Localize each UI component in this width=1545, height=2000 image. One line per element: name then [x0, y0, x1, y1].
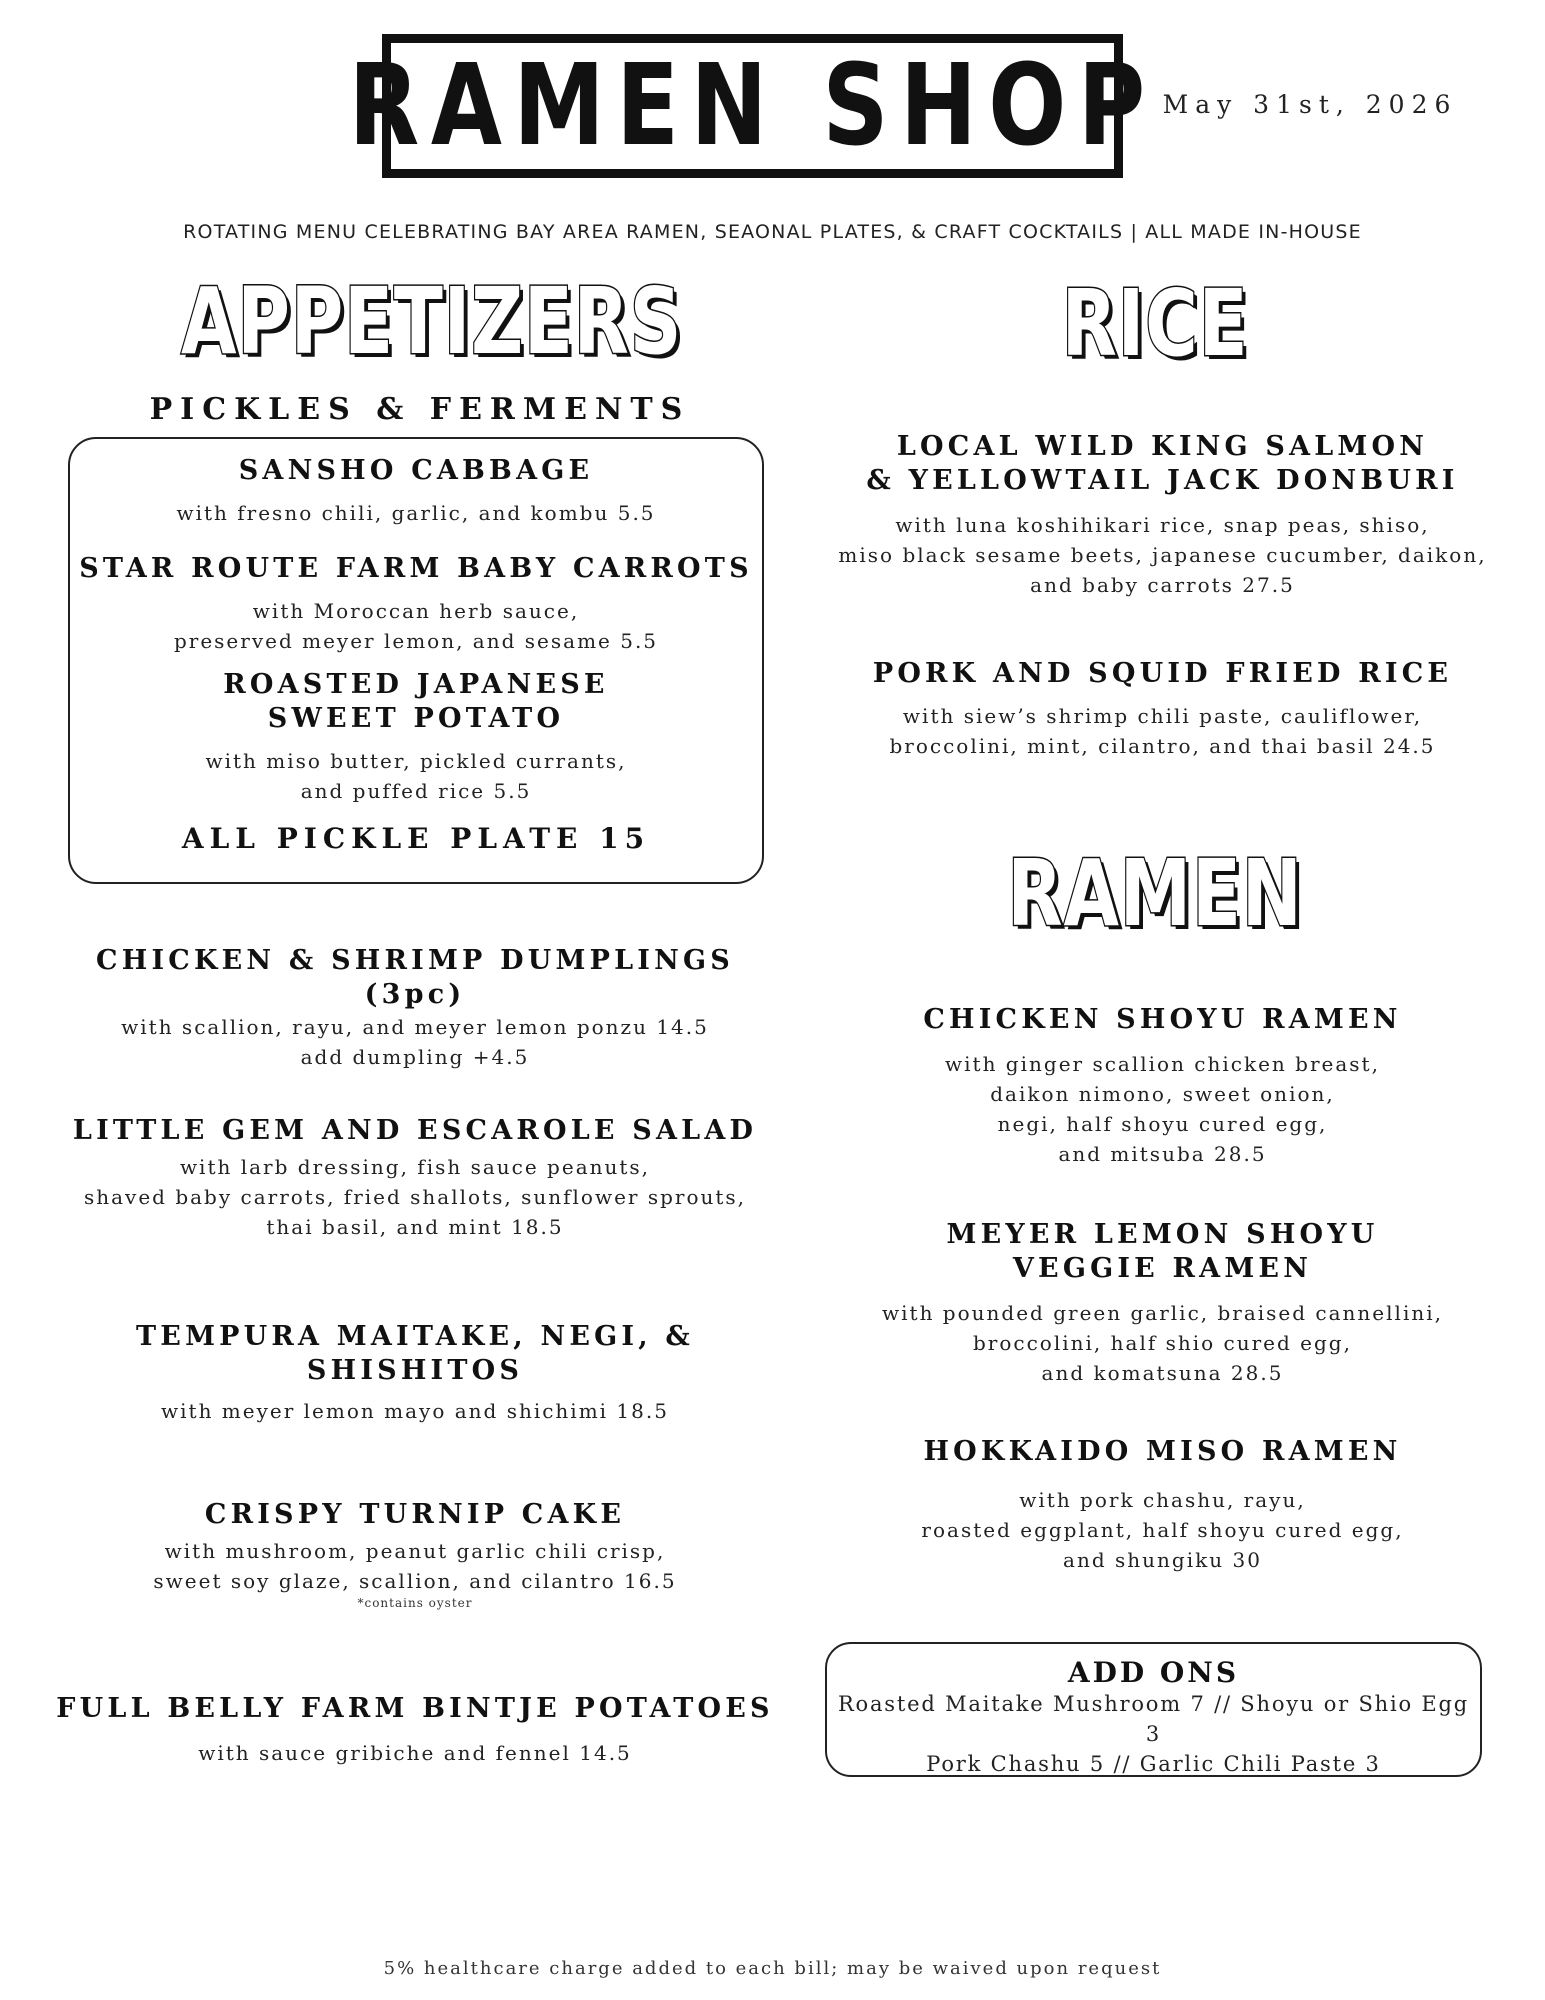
- item-desc: with pork chashu, rayu, roasted eggplant, half shoyu cured egg, and shungiku 30: [921, 1488, 1404, 1572]
- item-desc: with miso butter, pickled currants, and puffed rice 5.5: [205, 749, 627, 803]
- ramen-item-chicken-shoyu: [800, 1003, 1525, 1169]
- item-desc: with larb dressing, fish sauce peanuts, shaved baby carrots, fried shallots, sunflower sprouts, thai basil, and mint 18.5: [83, 1155, 747, 1239]
- item-desc: with fresno chili, garlic, and kombu 5.5: [176, 501, 656, 525]
- ramen-heading: RAMEN: [1007, 840, 1303, 947]
- rice-item-fried-rice: [800, 657, 1525, 761]
- item-desc: with mushroom, peanut garlic chili crisp, sweet soy glaze, scallion, and cilantro 16.5: [153, 1539, 677, 1593]
- ramen-item-hokkaido-miso: [800, 1435, 1525, 1575]
- rice-item-donburi: [800, 430, 1525, 600]
- item-name: ROASTED JAPANESE SWEET POTATO: [223, 669, 609, 734]
- appetizer-item-tempura: [40, 1320, 790, 1426]
- item-desc: with sauce gribiche and fennel 14.5: [198, 1741, 632, 1765]
- item-name: SANSHO CABBAGE: [238, 455, 594, 486]
- addons-box: [825, 1642, 1482, 1777]
- ramen-item-meyer-lemon-veggie: [800, 1218, 1525, 1388]
- appetizer-item-turnip-cake: [40, 1498, 790, 1610]
- logo: [348, 34, 1157, 178]
- item-name: PORK AND SQUID FRIED RICE: [872, 658, 1453, 689]
- item-name: CHICKEN SHOYU RAMEN: [923, 1004, 1402, 1035]
- pickle-item-baby-carrots: [68, 552, 764, 656]
- tagline: ROTATING MENU CELEBRATING BAY AREA RAMEN, SEAONAL PLATES, & CRAFT COCKTAILS | ALL MADE IN-HOUSE: [183, 221, 1362, 243]
- appetizer-item-salad: [40, 1114, 790, 1242]
- item-name: LOCAL WILD KING SALMON & YELLOWTAIL JACK DONBURI: [866, 431, 1459, 496]
- item-name: MEYER LEMON SHOYU VEGGIE RAMEN: [946, 1219, 1379, 1284]
- appetizer-item-dumplings: [40, 944, 790, 1072]
- pickles-heading: PICKLES & FERMENTS: [149, 392, 691, 427]
- item-desc: with siew’s shrimp chili paste, cauliflower, broccolini, mint, cilantro, and thai basil 24.5: [889, 704, 1436, 758]
- item-name: ALL PICKLE PLATE 15: [181, 822, 651, 855]
- appetizer-item-potatoes: [40, 1692, 790, 1768]
- item-note: *contains oyster: [357, 1596, 473, 1610]
- appetizers-heading: APPETIZERS: [181, 268, 683, 375]
- item-name: LITTLE GEM AND ESCAROLE SALAD: [72, 1115, 758, 1146]
- rice-heading: RICE: [1061, 270, 1249, 377]
- item-desc: with Moroccan herb sauce, preserved meyer lemon, and sesame 5.5: [173, 599, 659, 653]
- item-name: FULL BELLY FARM BINTJE POTATOES: [56, 1693, 774, 1724]
- pickle-item-sweet-potato: [68, 668, 764, 806]
- menu-date: May 31st, 2026: [1162, 90, 1458, 119]
- pickle-item-sansho-cabbage: [68, 454, 764, 528]
- item-desc: with pounded green garlic, braised cannellini, broccolini, half shio cured egg, and komatsuna 28.5: [882, 1301, 1443, 1385]
- item-name: CRISPY TURNIP CAKE: [204, 1499, 626, 1530]
- healthcare-charge-note: 5% healthcare charge added to each bill; may be waived upon request: [383, 1958, 1162, 1979]
- all-pickle-plate: [68, 822, 764, 856]
- item-desc: with meyer lemon mayo and shichimi 18.5: [161, 1399, 669, 1423]
- addons-line-1: Roasted Maitake Mushroom 7 // Shoyu or Shio Egg 3: [837, 1692, 1470, 1746]
- item-name: TEMPURA MAITAKE, NEGI, & SHISHITOS: [136, 1321, 694, 1386]
- item-desc: with ginger scallion chicken breast, daikon nimono, sweet onion, negi, half shoyu cured egg, and mitsuba 28.5: [945, 1052, 1380, 1166]
- item-desc: with scallion, rayu, and meyer lemon ponzu 14.5 add dumpling +4.5: [121, 1015, 709, 1069]
- item-desc: with luna koshihikari rice, snap peas, shiso, miso black sesame beets, japanese cucumber, daikon, and baby carrots 27.5: [838, 513, 1487, 597]
- item-name: STAR ROUTE FARM BABY CARROTS: [79, 553, 753, 584]
- logo-text: RAMEN SHOP: [348, 41, 1157, 171]
- addons-line-2: Pork Chashu 5 // Garlic Chili Paste 3: [926, 1752, 1381, 1776]
- addons-heading: ADD ONS: [1067, 1656, 1240, 1689]
- item-name: HOKKAIDO MISO RAMEN: [923, 1436, 1402, 1467]
- item-name: CHICKEN & SHRIMP DUMPLINGS (3pc): [96, 945, 734, 1010]
